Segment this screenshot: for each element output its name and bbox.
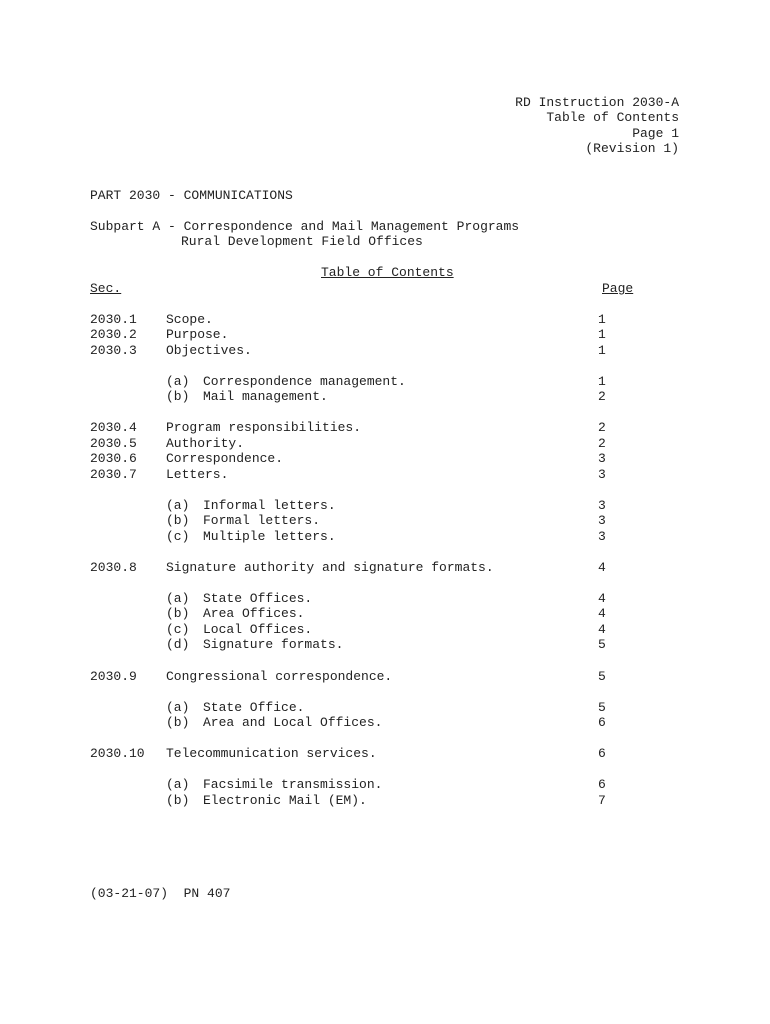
toc-page-number: 3: [598, 498, 606, 513]
toc-sec-number: 2030.3: [90, 343, 137, 358]
toc-entry-title: Telecommunication services.: [166, 746, 377, 761]
toc-sub-title: Formal letters.: [203, 513, 321, 528]
toc-sub-letter: (c): [166, 622, 190, 637]
toc-page-number: 3: [598, 529, 606, 544]
toc-page-number: 3: [598, 467, 606, 482]
toc-page-number: 1: [598, 374, 606, 389]
toc-entry-title: Authority.: [166, 436, 245, 451]
toc-sub-title: Area Offices.: [203, 606, 305, 621]
toc-page-number: 6: [598, 715, 606, 730]
toc-entry-title: Signature authority and signature formats.: [166, 560, 494, 575]
toc-page-number: 1: [598, 327, 606, 342]
toc-page-number: 5: [598, 637, 606, 652]
toc-sec-number: 2030.6: [90, 451, 137, 466]
toc-page-number: 6: [598, 746, 606, 761]
toc-sec-number: 2030.4: [90, 420, 137, 435]
toc-page-number: 5: [598, 669, 606, 684]
toc-entry-title: Purpose.: [166, 327, 229, 342]
toc-sec-number: 2030.8: [90, 560, 137, 575]
toc-sub-letter: (d): [166, 637, 190, 652]
toc-sub-letter: (a): [166, 591, 190, 606]
header-toc: Table of Contents: [546, 110, 679, 125]
toc-page-number: 2: [598, 389, 606, 404]
header-instruction: RD Instruction 2030-A: [515, 95, 679, 110]
toc-sub-letter: (b): [166, 389, 190, 404]
toc-sub-title: Signature formats.: [203, 637, 344, 652]
toc-sec-number: 2030.1: [90, 312, 137, 327]
toc-sub-title: Multiple letters.: [203, 529, 336, 544]
toc-page-number: 4: [598, 560, 606, 575]
toc-sub-title: Local Offices.: [203, 622, 313, 637]
toc-page-number: 4: [598, 591, 606, 606]
toc-page-number: 2: [598, 436, 606, 451]
header-page-number: Page 1: [632, 126, 679, 141]
toc-sub-letter: (b): [166, 606, 190, 621]
column-header-page: Page: [602, 281, 634, 296]
toc-sub-title: Informal letters.: [203, 498, 336, 513]
toc-page-number: 7: [598, 793, 606, 808]
toc-page-number: 1: [598, 343, 606, 358]
toc-page-number: 3: [598, 451, 606, 466]
toc-sub-letter: (b): [166, 793, 190, 808]
toc-sub-letter: (b): [166, 513, 190, 528]
toc-entry-title: Congressional correspondence.: [166, 669, 393, 684]
footer-date-pn: (03-21-07) PN 407: [90, 886, 231, 901]
toc-sub-title: Area and Local Offices.: [203, 715, 383, 730]
toc-sub-letter: (b): [166, 715, 190, 730]
subpart-title: Subpart A - Correspondence and Mail Management Programs: [90, 219, 520, 234]
toc-sub-title: Facsimile transmission.: [203, 777, 383, 792]
toc-sub-title: State Offices.: [203, 591, 313, 606]
toc-title: Table of Contents: [321, 265, 454, 280]
toc-entry-title: Letters.: [166, 467, 229, 482]
toc-sub-title: Electronic Mail (EM).: [203, 793, 367, 808]
toc-page-number: 2: [598, 420, 606, 435]
toc-sub-letter: (a): [166, 777, 190, 792]
toc-page-number: 6: [598, 777, 606, 792]
toc-sub-title: State Office.: [203, 700, 305, 715]
toc-page-number: 3: [598, 513, 606, 528]
part-heading: PART 2030 - COMMUNICATIONS: [90, 188, 293, 203]
toc-entry-title: Objectives.: [166, 343, 252, 358]
toc-sub-title: Mail management.: [203, 389, 328, 404]
toc-page-number: 1: [598, 312, 606, 327]
header-revision: (Revision 1): [585, 141, 679, 156]
toc-sub-letter: (a): [166, 498, 190, 513]
toc-entry-title: Program responsibilities.: [166, 420, 362, 435]
toc-sec-number: 2030.7: [90, 467, 137, 482]
toc-sub-letter: (a): [166, 700, 190, 715]
toc-sec-number: 2030.2: [90, 327, 137, 342]
toc-page-number: 4: [598, 606, 606, 621]
subpart-subtitle: Rural Development Field Offices: [181, 234, 423, 249]
toc-entry-title: Correspondence.: [166, 451, 284, 466]
toc-sub-letter: (a): [166, 374, 190, 389]
toc-entry-title: Scope.: [166, 312, 213, 327]
toc-sec-number: 2030.9: [90, 669, 137, 684]
toc-sub-title: Correspondence management.: [203, 374, 406, 389]
toc-sub-letter: (c): [166, 529, 190, 544]
toc-page-number: 4: [598, 622, 606, 637]
toc-sec-number: 2030.10: [90, 746, 145, 761]
toc-page-number: 5: [598, 700, 606, 715]
toc-sec-number: 2030.5: [90, 436, 137, 451]
column-header-sec: Sec.: [90, 281, 122, 296]
